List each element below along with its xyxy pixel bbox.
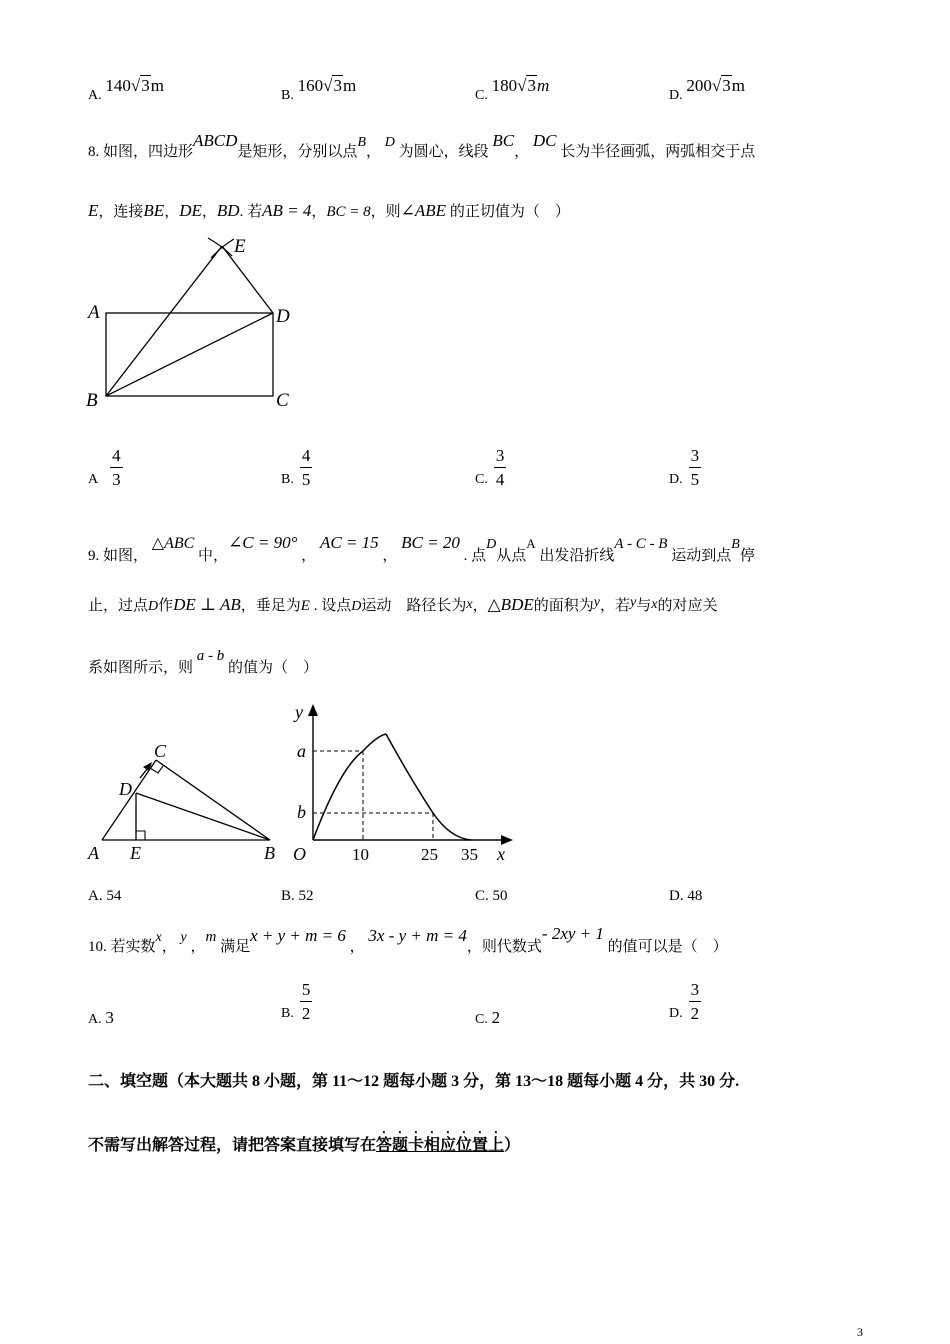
unit: m: [731, 76, 745, 95]
q10-option-b: [281, 980, 312, 1022]
math: ∠C = 90°: [228, 533, 298, 552]
coef: 180: [491, 76, 518, 95]
math: E: [300, 598, 310, 614]
option-value: [686, 76, 745, 95]
unit: m: [342, 76, 357, 95]
q9-option-d: [669, 888, 702, 905]
option-value: 3: [105, 1008, 114, 1027]
text: ）: [504, 1137, 521, 1154]
text: ，垂足为: [240, 598, 301, 614]
denominator: 5: [690, 469, 700, 489]
math: D: [486, 537, 497, 552]
math: A - C - B: [614, 536, 668, 552]
q8-option-b: [281, 446, 312, 488]
text: 是矩形，分别以点: [237, 144, 358, 160]
label-e: E: [130, 843, 141, 863]
text: ，若: [599, 598, 630, 614]
option-label: A: [88, 472, 99, 487]
text: ，连接: [98, 204, 144, 220]
q9-line3: [88, 648, 319, 677]
label-a: A: [88, 843, 99, 863]
fraction: [689, 447, 702, 488]
text: 为圆心，线段: [398, 144, 489, 160]
q9-option-a: [88, 888, 121, 905]
math: 3x - y + m = 4: [368, 926, 467, 945]
math: x: [651, 597, 658, 612]
option-label: B.: [281, 472, 294, 487]
x-axis-label: x: [497, 844, 505, 864]
math: BC = 20: [401, 533, 460, 552]
tick-label: 25: [421, 845, 438, 864]
sqrt: √3: [323, 76, 342, 95]
text: 中，: [198, 548, 229, 564]
text: 9. 如图，: [88, 548, 149, 564]
denominator: 4: [495, 469, 505, 489]
q10-option-c: [475, 1008, 500, 1028]
q8-option-a: [88, 446, 123, 488]
page-number: 3: [857, 1325, 863, 1339]
option-label: D.: [669, 1006, 683, 1021]
fraction: [689, 981, 702, 1022]
q10-option-a: [88, 1008, 114, 1028]
text: 运动 路径长为: [361, 598, 467, 614]
text: ，: [164, 204, 180, 220]
option-label: A.: [88, 88, 102, 103]
math: DE ⊥ AB: [173, 595, 241, 614]
denominator: 5: [301, 469, 311, 489]
q7-option-a: [88, 76, 164, 104]
math: D: [148, 599, 159, 614]
option-value: 2: [491, 1008, 501, 1027]
unit: m: [536, 76, 550, 95]
q10-line: [88, 924, 728, 956]
segment-db: [136, 793, 270, 840]
segment-ac: [102, 760, 156, 840]
denominator: 2: [301, 1003, 311, 1023]
numerator: 3: [689, 447, 702, 468]
math: DE: [179, 201, 202, 220]
label-b: B: [264, 843, 275, 863]
tick-label: 35: [461, 845, 478, 864]
coef: 160: [297, 76, 324, 95]
text: . 点: [463, 548, 487, 564]
math: B: [731, 537, 740, 552]
math: △BDE: [487, 595, 534, 614]
segment-bd: [106, 313, 273, 396]
fraction: [300, 447, 313, 488]
math: △ABC: [151, 535, 195, 552]
text: 与: [636, 598, 652, 614]
tick-label: 10: [352, 845, 369, 864]
radicand: 3: [333, 76, 342, 95]
q7-option-c: [475, 76, 550, 104]
arc-from-b: [208, 238, 232, 256]
math: DC: [532, 131, 557, 150]
math: ABCD: [193, 131, 238, 150]
text: 的值为（ ）: [228, 660, 319, 676]
right-angle-e: [136, 831, 145, 840]
math: y: [593, 595, 600, 610]
math: x: [155, 930, 162, 945]
text: ，: [514, 144, 530, 160]
text: 长为半径画弧，两弧相交于点: [560, 144, 756, 160]
denominator: 3: [112, 469, 121, 489]
q9-line1: [88, 533, 755, 565]
q10-option-d: [669, 980, 701, 1022]
math: - 2xy + 1: [541, 924, 604, 943]
option-label: D.: [669, 472, 683, 487]
option-label: C.: [475, 888, 489, 904]
text: 8. 如图，四边形: [88, 144, 194, 160]
option-value: 48: [687, 888, 703, 904]
math: D: [384, 135, 395, 150]
fraction: [110, 447, 123, 488]
numerator: 4: [110, 447, 123, 468]
fraction: [300, 981, 313, 1022]
text: ，: [349, 939, 365, 955]
text: 的对应关: [657, 598, 718, 614]
emphasized-text: 答题卡相应位置上: [376, 1137, 505, 1154]
option-value: [492, 76, 550, 95]
option-label: B.: [281, 1006, 294, 1021]
option-label: B.: [281, 88, 294, 103]
option-label: B.: [281, 888, 295, 904]
q8-option-d: [669, 446, 701, 488]
text: 停: [739, 548, 755, 564]
text: ，: [301, 548, 317, 564]
section2-heading-line2: [88, 1128, 520, 1155]
text: 运动到点: [671, 548, 732, 564]
y-axis-label: y: [295, 702, 303, 722]
text: 出发沿折线: [539, 548, 615, 564]
math: y: [180, 930, 187, 945]
text: 满足: [220, 939, 251, 955]
text: 的值可以是（ ）: [607, 939, 728, 955]
text: ，: [190, 939, 206, 955]
option-label: C.: [475, 88, 488, 103]
numerator: 4: [300, 447, 313, 468]
label-e: E: [234, 236, 246, 257]
numerator: 3: [494, 447, 507, 468]
text: ，则: [370, 204, 401, 220]
y-axis-arrow: [308, 704, 318, 716]
curve-fall: [386, 734, 471, 840]
label-a: A: [88, 302, 100, 323]
denominator: 2: [690, 1003, 700, 1023]
option-value: 54: [106, 888, 122, 904]
sqrt: √3: [711, 76, 731, 95]
q9-option-c: [475, 888, 508, 905]
q9-function-graph: [285, 698, 520, 870]
label-c: C: [276, 390, 289, 411]
option-label: A.: [88, 888, 103, 904]
label-d: D: [119, 779, 132, 799]
radicand: 3: [527, 76, 536, 95]
option-label: A.: [88, 1012, 102, 1027]
option-label: D.: [669, 88, 683, 103]
curve-rise: [313, 734, 386, 840]
segment-cb: [156, 760, 270, 840]
sqrt: √3: [130, 76, 150, 95]
text: 的面积为: [533, 598, 594, 614]
q9-triangle-figure: [82, 735, 282, 870]
text: ，: [201, 204, 217, 220]
fraction: [494, 447, 507, 488]
option-value: 50: [492, 888, 508, 904]
math: y: [629, 595, 637, 610]
q9-option-b: [281, 888, 314, 905]
math: BC: [492, 131, 515, 150]
option-value: [298, 76, 357, 95]
text: 10. 若实数: [88, 939, 156, 955]
math: AB = 4: [262, 201, 312, 220]
math: B: [357, 135, 366, 150]
option-value: 52: [298, 888, 314, 904]
math: BE: [143, 201, 165, 220]
text: 不需写出解答过程，请把答案直接填写在: [88, 1137, 377, 1154]
text: 系如图所示，则: [88, 660, 194, 676]
q7-option-d: [669, 76, 745, 104]
math: ∠ABE: [400, 201, 447, 220]
sqrt: √3: [517, 76, 536, 95]
arrow-head: [143, 762, 152, 771]
math: x: [466, 597, 473, 612]
origin-label: O: [293, 844, 306, 864]
coef: 200: [686, 76, 712, 95]
math: A: [526, 536, 536, 551]
math: E: [88, 201, 99, 220]
option-label: C.: [475, 1012, 488, 1027]
option-label: C.: [475, 472, 488, 487]
numerator: 3: [689, 981, 702, 1002]
b-label: b: [297, 802, 306, 822]
numerator: 5: [300, 981, 313, 1002]
segment-de: [222, 246, 273, 313]
option-label: D.: [669, 888, 684, 904]
text: ，: [161, 939, 177, 955]
label-c: C: [154, 741, 167, 761]
q8-option-c: [475, 446, 506, 488]
math: x + y + m = 6: [250, 926, 346, 945]
math: m: [205, 929, 217, 945]
math: D: [351, 599, 362, 614]
unit: m: [150, 76, 164, 95]
q7-option-b: [281, 76, 357, 104]
q9-line2: [88, 594, 717, 615]
text: 的正切值为（ ）: [449, 204, 570, 220]
label-b: B: [86, 390, 98, 411]
coef: 140: [105, 76, 131, 95]
segment-be: [106, 246, 222, 396]
math: BD: [216, 201, 240, 220]
math: a - b: [196, 648, 225, 664]
a-label: a: [297, 741, 306, 761]
text: 作: [158, 598, 174, 614]
text: 止，过点: [88, 598, 149, 614]
option-value: [105, 76, 164, 95]
math: BC = 8: [326, 204, 371, 220]
q8-line1: [88, 131, 756, 161]
text: ，: [472, 598, 488, 614]
math: AC = 15: [319, 533, 379, 552]
q8-line2: [88, 200, 570, 221]
q8-rectangle-figure: [80, 232, 310, 417]
section2-heading-line1: 二、填空题（本大题共 8 小题，第 11～12 题每小题 3 分，第 13～18 题每小题 4 分，共 30 分.: [88, 1073, 740, 1090]
text: ，则代数式: [466, 939, 542, 955]
radicand: 3: [722, 76, 731, 95]
radicand: 3: [141, 76, 150, 95]
text: ，: [382, 548, 398, 564]
text: . 设点: [313, 598, 352, 614]
text: 从点: [496, 548, 527, 564]
text: . 若: [239, 204, 263, 220]
label-d: D: [276, 306, 290, 327]
text: ，: [365, 144, 381, 160]
text: ，: [311, 204, 327, 220]
